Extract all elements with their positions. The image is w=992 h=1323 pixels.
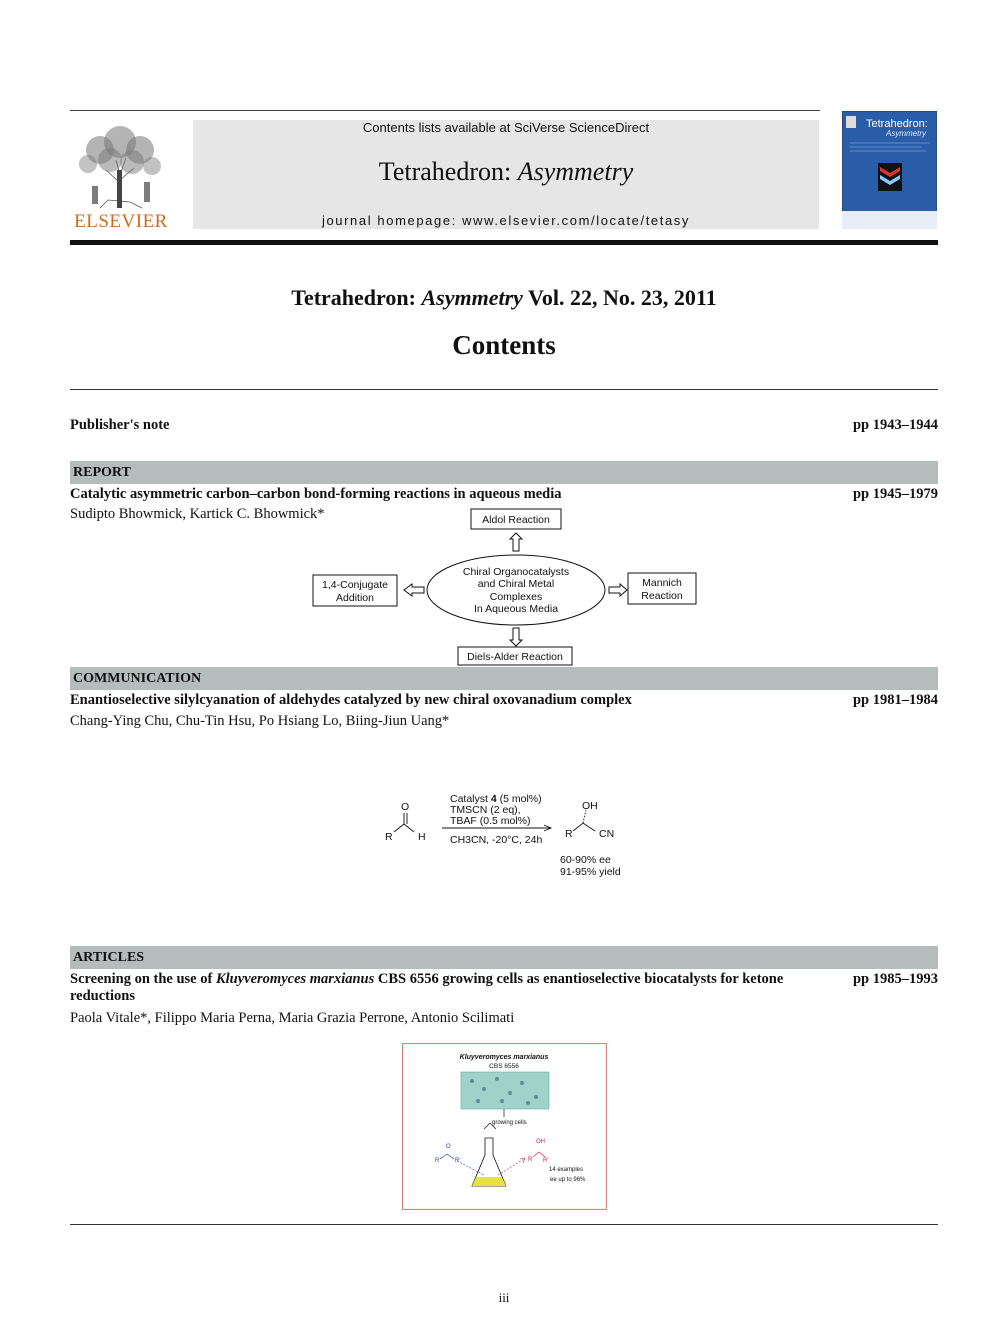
articles-section-label: ARTICLES bbox=[73, 950, 145, 965]
article-entry-title[interactable] bbox=[70, 971, 835, 1005]
aldehyde-bonds bbox=[394, 824, 414, 832]
article-entry-pages: pp 1985–1993 bbox=[852, 971, 938, 987]
report-graphical-abstract bbox=[300, 506, 710, 668]
catalyst-number: 4 bbox=[490, 793, 497, 805]
examples-label: 14 examples bbox=[549, 1167, 584, 1173]
homepage-url: www.elsevier.com/locate/tetasy bbox=[462, 213, 690, 228]
center-line-4: In Aqueous Media bbox=[473, 603, 559, 615]
article-graphical-abstract bbox=[402, 1043, 607, 1210]
elsevier-wordmark: ELSEVIER bbox=[74, 211, 168, 232]
aldol-label: Aldol Reaction bbox=[482, 514, 550, 526]
center-line-1: Chiral Organocatalysts bbox=[462, 566, 570, 578]
report-section-label: REPORT bbox=[73, 465, 131, 480]
scheme-ee: 60-90% ee bbox=[560, 854, 611, 866]
communication-entry-authors: Chang-Ying Chu, Chu-Tin Hsu, Po Hsiang Lo, Biing-Jiun Uang* bbox=[70, 713, 450, 729]
flask-liquid bbox=[472, 1177, 506, 1186]
product-cn: CN bbox=[599, 828, 615, 840]
cover-subtitle: Asymmetry bbox=[886, 129, 926, 138]
reactant-o: O bbox=[401, 801, 410, 813]
issue-journal: Tetrahedron: bbox=[291, 285, 422, 310]
report-section-bar bbox=[70, 461, 938, 484]
header-thick-rule bbox=[70, 240, 938, 245]
product-oh: OH bbox=[582, 800, 598, 812]
journal-homepage[interactable] bbox=[193, 213, 819, 228]
condition-tmscn: TMSCN (2 eq), bbox=[450, 804, 521, 816]
strain-label: CBS 6556 bbox=[489, 1063, 519, 1070]
mannich-line-1: Mannich bbox=[642, 577, 682, 589]
issue-journal-italic: Asymmetry bbox=[421, 285, 523, 310]
page-number: iii bbox=[498, 1290, 510, 1305]
ketone-r-prime: R' bbox=[455, 1158, 461, 1164]
mannich-line-2: Reaction bbox=[641, 590, 683, 602]
communication-reaction-scheme bbox=[380, 788, 660, 883]
journal-name-italic: Asymmetry bbox=[517, 157, 634, 186]
bottom-rule bbox=[70, 1224, 938, 1225]
contents-rule bbox=[70, 389, 938, 390]
catalyst-pre: Catalyst bbox=[450, 793, 491, 805]
condition-tbaf: TBAF (0.5 mol%) bbox=[450, 815, 531, 827]
report-entry-authors: Sudipto Bhowmick, Kartick C. Bhowmick* bbox=[70, 506, 325, 522]
conjugate-line-1: 1,4-Conjugate bbox=[322, 579, 388, 591]
scheme-yield: 91-95% yield bbox=[560, 866, 621, 878]
tree-icon bbox=[70, 120, 172, 212]
issue-title bbox=[70, 285, 938, 311]
cover-title: Tetrahedron: bbox=[866, 118, 928, 130]
journal-cover-thumbnail[interactable] bbox=[842, 111, 937, 229]
product-r: R bbox=[565, 828, 573, 840]
article-title-line2: reductions bbox=[70, 988, 135, 1004]
reactant-r: R bbox=[385, 831, 393, 843]
article-entry-authors: Paola Vitale*, Filippo Maria Perna, Maria Grazia Perrone, Antonio Scilimati bbox=[70, 1010, 515, 1026]
article-title-pre: Screening on the use of bbox=[70, 971, 216, 987]
contents-available-text[interactable]: Contents lists available at SciVerse ScienceDirect bbox=[362, 120, 650, 135]
condition-solvent: CH3CN, -20°C, 24h bbox=[450, 834, 543, 846]
report-entry-title[interactable]: Catalytic asymmetric carbon–carbon bond-forming reactions in aqueous media bbox=[70, 486, 562, 502]
communication-section-label: COMMUNICATION bbox=[73, 671, 202, 686]
publishers-note-pages: pp 1943–1944 bbox=[852, 417, 938, 433]
report-entry-pages: pp 1945–1979 bbox=[852, 486, 938, 502]
article-title-italic: Kluyveromyces marxianus bbox=[215, 971, 375, 987]
articles-section-bar bbox=[70, 946, 938, 969]
ee-label: ee up to 96% bbox=[550, 1177, 586, 1183]
conjugate-line-2: Addition bbox=[336, 592, 374, 604]
alcohol-oh: OH bbox=[536, 1139, 545, 1145]
communication-entry-title[interactable]: Enantioselective silylcyanation of aldehydes catalyzed by new chiral oxovanadium complex bbox=[70, 692, 632, 708]
arrow-right-icon bbox=[609, 584, 627, 596]
journal-name[interactable] bbox=[193, 157, 819, 187]
header-top-rule bbox=[70, 110, 820, 111]
ketone-r: R bbox=[435, 1158, 440, 1164]
cover-image bbox=[842, 111, 937, 229]
catalyst-post: (5 mol%) bbox=[496, 793, 542, 805]
center-line-2: and Chiral Metal bbox=[477, 578, 555, 590]
growing-cells-label: growing cells bbox=[492, 1120, 527, 1126]
organism-label: Kluyveromyces marxianus bbox=[459, 1054, 549, 1061]
diels-alder-label: Diels-Alder Reaction bbox=[467, 651, 563, 663]
reactant-h: H bbox=[418, 831, 426, 843]
publishers-note-title[interactable]: Publisher's note bbox=[70, 417, 170, 433]
article-title-post: CBS 6556 growing cells as enantioselective biocatalysts for ketone bbox=[374, 971, 784, 987]
homepage-prefix: journal homepage: bbox=[321, 213, 463, 228]
alcohol-r: R bbox=[528, 1157, 533, 1163]
arrow-down-icon bbox=[510, 628, 522, 646]
arrow-left-icon bbox=[404, 584, 424, 596]
alcohol-r-prime: R' bbox=[543, 1158, 549, 1164]
contents-heading: Contents bbox=[452, 330, 556, 360]
center-line-3: Complexes bbox=[489, 591, 543, 603]
communication-entry-pages: pp 1981–1984 bbox=[852, 692, 938, 708]
arrow-up-icon bbox=[510, 533, 522, 551]
issue-volume: Vol. 22, No. 23, 2011 bbox=[522, 285, 717, 310]
ketone-o: O bbox=[446, 1144, 451, 1150]
journal-name-roman: Tetrahedron: bbox=[378, 157, 518, 186]
cells-micrograph bbox=[461, 1072, 549, 1109]
product-bonds bbox=[573, 823, 595, 831]
